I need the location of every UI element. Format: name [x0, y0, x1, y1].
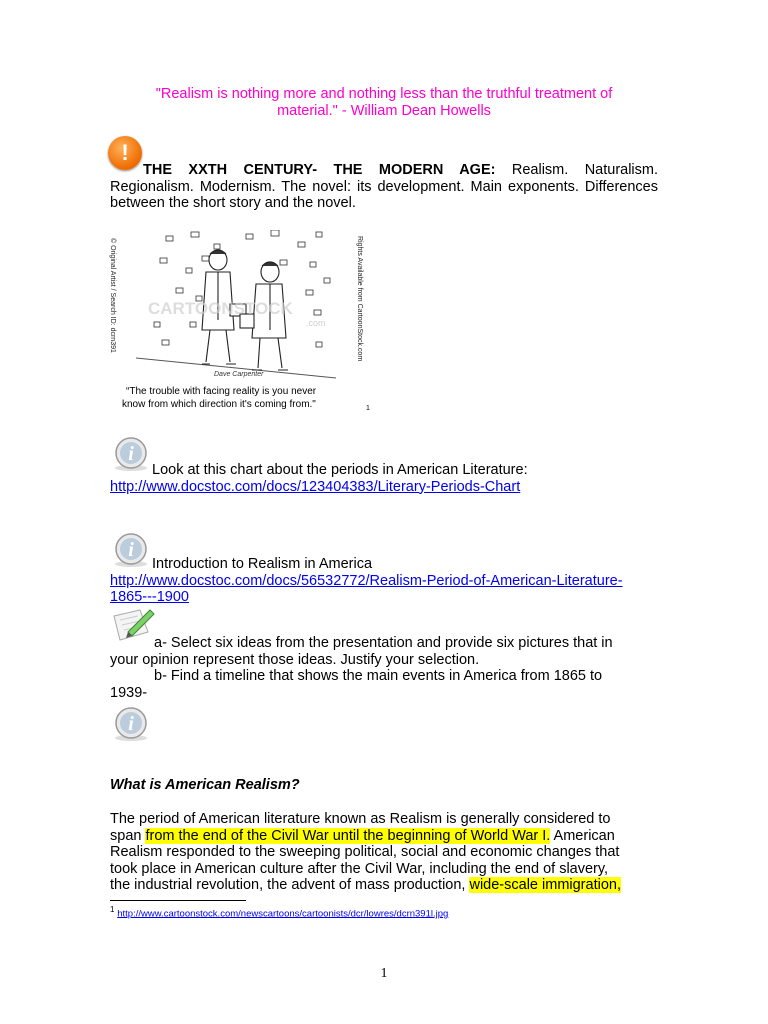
cartoon-side-left: © Original Artist / Search ID: dcrn391 — [109, 238, 116, 353]
intro-topics: Realism. Naturalism. Regionalism. Modernism. The novel: its development. Main exponents. Differences between the short story and the novel. — [110, 162, 659, 211]
paragraph-line-2: span from the end of the Civil War until the beginning of World War I. American — [110, 827, 615, 844]
cartoon-drawing — [106, 230, 371, 416]
cartoon-signature: Dave Carpenter — [214, 371, 264, 378]
cartoon-caption-line-2: know from which direction it's coming from." — [122, 399, 316, 410]
cartoon-caption-line-1: “The trouble with facing reality is you never — [126, 386, 317, 397]
realism-link-line-2: 1865---1900 — [110, 589, 189, 605]
epigraph-quote — [120, 86, 648, 120]
quote-line-1: "Realism is nothing more and nothing less than the truthful treatment of — [155, 86, 613, 102]
realism-period-link[interactable] — [110, 573, 623, 606]
page-number: 1 — [380, 966, 388, 981]
info-icon — [110, 706, 152, 742]
paragraph-line-5: the industrial revolution, the advent of mass production, wide-scale immigration, — [110, 877, 621, 893]
footnote-ref: 1 — [366, 405, 370, 412]
footnote — [110, 904, 448, 920]
highlight-civil-war: from the end of the Civil War until the beginning of World War I. — [145, 827, 551, 844]
paragraph-line-3: Realism responded to the sweeping political, social and economic changes that — [110, 844, 620, 860]
literary-periods-link[interactable]: http://www.docstoc.com/docs/123404383/Literary-Periods-Chart — [110, 478, 521, 495]
highlight-immigration: wide-scale immigration, — [469, 877, 621, 893]
cartoon-watermark: CARTOONSTOCK — [148, 299, 293, 318]
footnote-link[interactable]: http://www.cartoonstock.com/newscartoons/cartoonists/dcr/lowres/dcrn391l.jpg — [117, 908, 449, 920]
paragraph-line-4: took place in American culture after the Civil War, including the end of slavery, — [110, 860, 609, 877]
realism-link-line-1: http://www.docstoc.com/docs/56532772/Realism-Period-of-American-Literature- — [110, 572, 623, 589]
footnote-number: 1 — [110, 905, 115, 914]
task-b-line-1: b- Find a timeline that shows the main events in America from 1865 to — [154, 668, 603, 684]
paragraph-line-1: The period of American literature known as Realism is generally considered to — [110, 811, 611, 827]
chart-section — [110, 462, 670, 495]
quote-line-2: material." - William Dean Howells — [277, 103, 491, 119]
american-realism-paragraph — [110, 811, 670, 894]
cartoon-watermark-sub: .com — [306, 318, 326, 328]
section-title: What is American Realism? — [110, 777, 300, 793]
task-a-line-1: a- Select six ideas from the presentation and provide six pictures that in — [154, 635, 613, 651]
footnote-divider — [110, 900, 246, 901]
task-b-line-2: 1939- — [110, 684, 148, 701]
cartoon-image — [106, 230, 371, 416]
intro-title: THE XXTH CENTURY- THE MODERN AGE: — [143, 162, 496, 178]
realism-intro-text: Introduction to Realism in America — [152, 556, 373, 572]
tasks-section — [110, 635, 670, 701]
task-a-line-2: your opinion represent those ideas. Justify your selection. — [110, 651, 480, 668]
exclamation-icon: ! — [108, 136, 142, 170]
realism-intro-section — [110, 556, 670, 606]
svg-text:i: i — [128, 539, 134, 561]
svg-text:i: i — [128, 443, 134, 465]
chart-section-text: Look at this chart about the periods in American Literature: — [152, 462, 528, 478]
cartoon-side-right: Rights Available from CartoonStock.com — [356, 236, 363, 362]
svg-text:i: i — [128, 713, 134, 735]
intro-paragraph — [110, 162, 658, 212]
